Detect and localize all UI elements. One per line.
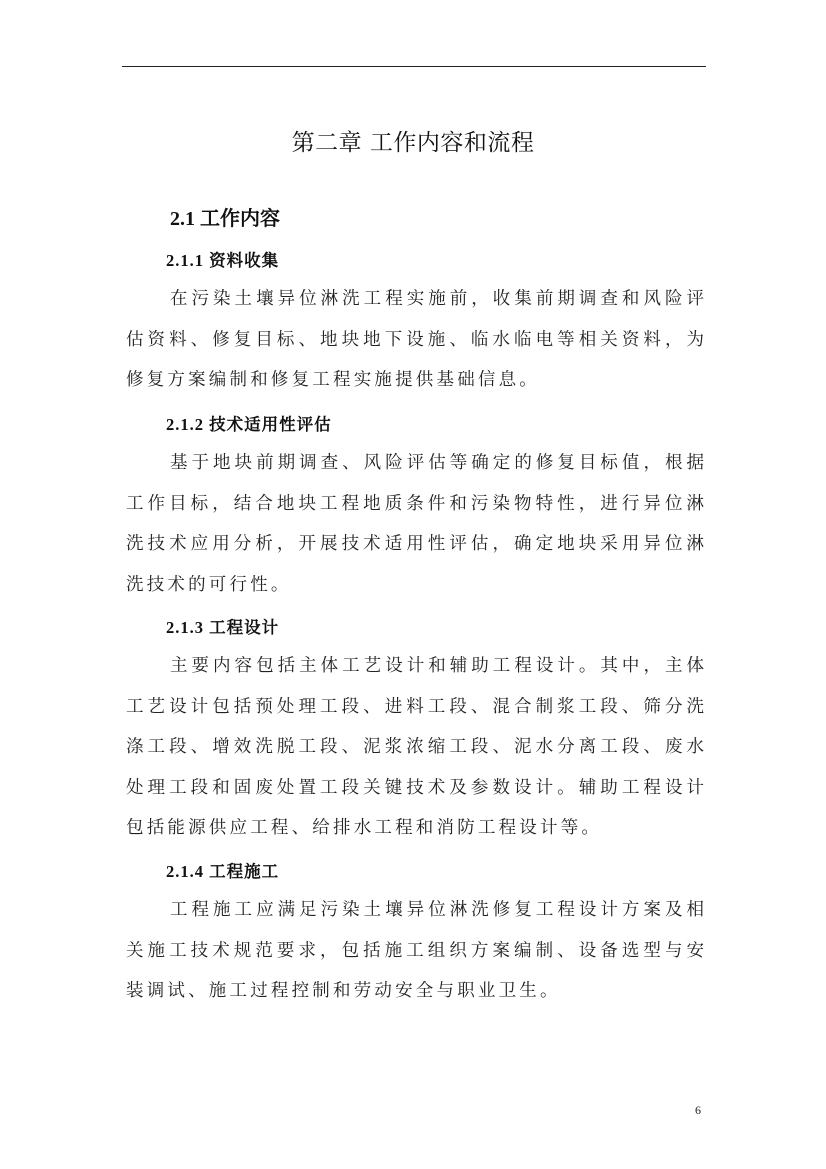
paragraph-construction <box>126 890 704 1012</box>
subsection-heading-data-collection: 2.1.1 资料收集 <box>166 251 280 270</box>
subsection-heading-applicability: 2.1.2 技术适用性评估 <box>166 415 332 434</box>
paragraph-line: 工程施工应满足污染土壤异位淋洗修复工程设计方案及相 <box>170 900 704 920</box>
subsection-heading-engineering-design: 2.1.3 工程设计 <box>166 618 280 637</box>
paragraph-line: 工艺设计包括预处理工段、进料工段、混合制浆工段、筛分洗 <box>126 696 704 717</box>
page-number: 6 <box>695 1103 701 1117</box>
paragraph-line: 装调试、施工过程控制和劳动安全与职业卫生。 <box>126 981 561 1001</box>
paragraph-line: 估资料、修复目标、地块地下设施、临水临电等相关资料，为 <box>126 329 704 350</box>
paragraph-data-collection <box>126 279 704 401</box>
paragraph-line: 在污染土壤异位淋洗工程实施前，收集前期调查和风险评 <box>170 289 704 309</box>
paragraph-line: 关施工技术规范要求，包括施工组织方案编制、设备选型与安 <box>126 940 704 961</box>
paragraph-line: 包括能源供应工程、给排水工程和消防工程设计等。 <box>126 818 603 838</box>
paragraph-line: 基于地块前期调查、风险评估等确定的修复目标值，根据 <box>170 453 704 473</box>
paragraph-line: 洗技术应用分析，开展技术适用性评估，确定地块采用异位淋 <box>126 534 704 554</box>
paragraph-line: 工作目标，结合地块工程地质条件和污染物特性，进行异位淋 <box>126 493 704 514</box>
paragraph-line: 洗技术的可行性。 <box>126 574 292 595</box>
paragraph-applicability <box>126 443 704 605</box>
paragraph-engineering-design <box>126 646 704 849</box>
chapter-title: 第二章 工作内容和流程 <box>291 130 535 156</box>
paragraph-line: 涤工段、增效洗脱工段、泥浆浓缩工段、泥水分离工段、废水 <box>126 737 704 757</box>
paragraph-line: 主要内容包括主体工艺设计和辅助工程设计。其中，主体 <box>170 656 704 676</box>
section-heading: 2.1 工作内容 <box>170 208 280 230</box>
header-rule <box>122 66 706 67</box>
paragraph-line: 处理工段和固废处置工段关键技术及参数设计。辅助工程设计 <box>126 777 704 798</box>
paragraph-line: 修复方案编制和修复工程实施提供基础信息。 <box>126 370 540 390</box>
subsection-heading-construction: 2.1.4 工程施工 <box>166 862 280 881</box>
